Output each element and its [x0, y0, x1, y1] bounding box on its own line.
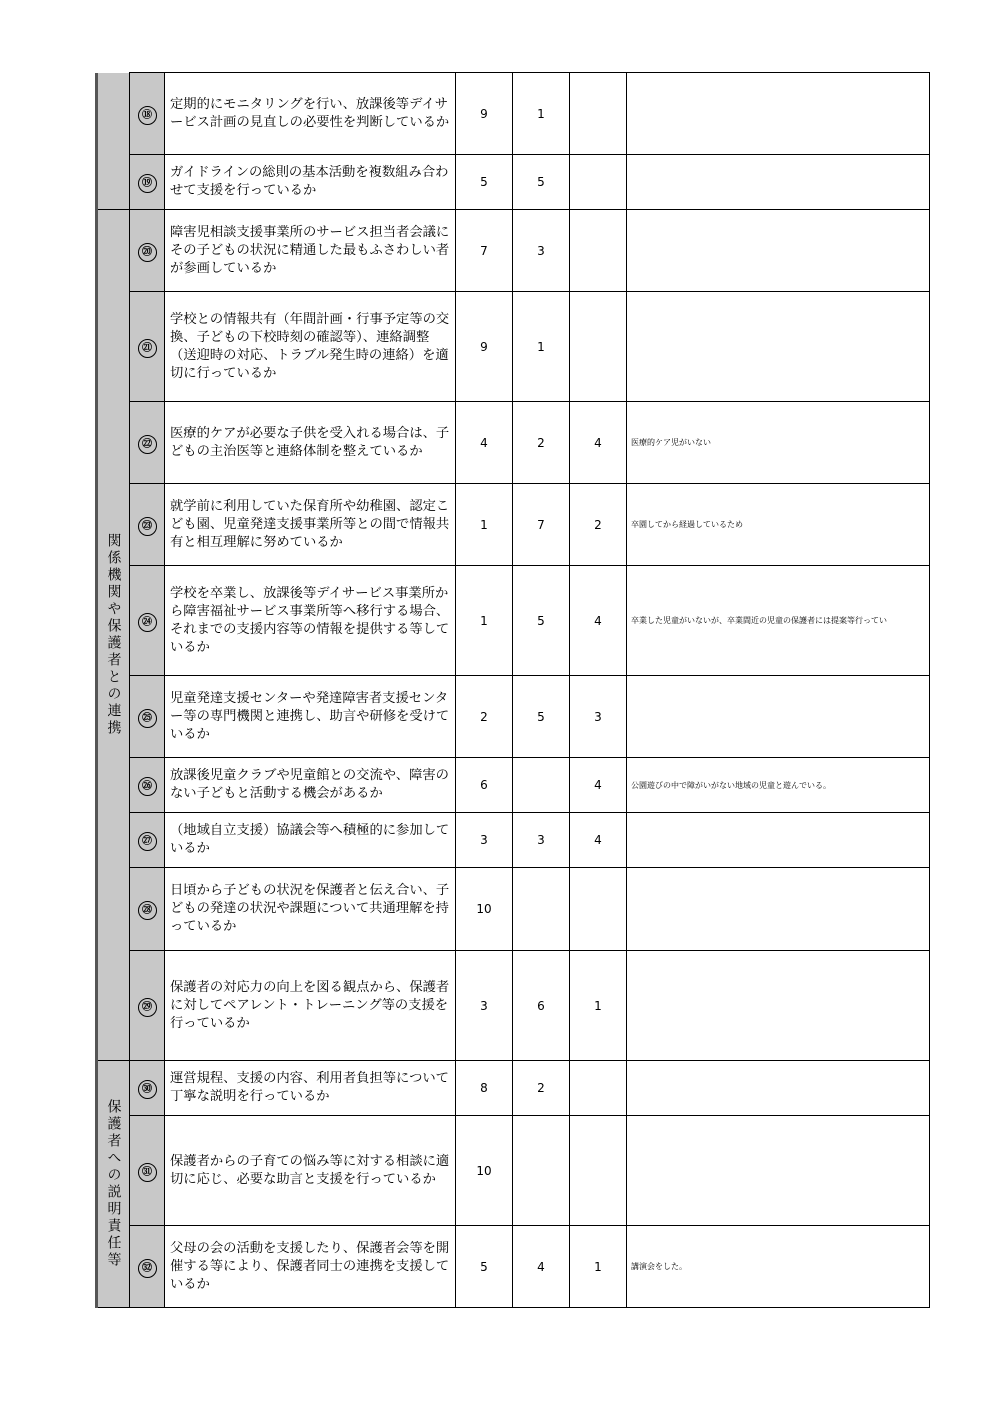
answer-yes: 2 [456, 676, 513, 758]
answer-neutral: 1 [513, 73, 570, 155]
answer-no [570, 292, 627, 402]
table-row [97, 1116, 930, 1226]
evaluation-sheet [95, 72, 930, 1308]
item-number: ㉔ [138, 613, 157, 632]
answer-yes: 10 [456, 1116, 513, 1226]
answer-no [570, 210, 627, 292]
answer-yes: 7 [456, 210, 513, 292]
evaluation-table [95, 72, 930, 1308]
note-text: 卒園してから経過しているため [627, 484, 930, 566]
answer-neutral [513, 758, 570, 813]
note-text [627, 155, 930, 210]
answer-no: 1 [570, 1226, 627, 1308]
answer-neutral: 6 [513, 951, 570, 1061]
table-row [97, 1061, 930, 1116]
answer-no: 4 [570, 402, 627, 484]
note-text: 講演会をした。 [627, 1226, 930, 1308]
answer-neutral: 7 [513, 484, 570, 566]
question-text: 学校を卒業し、放課後等デイサービス事業所から障害福祉サービス事業所等へ移行する場合、それまでの支援内容等の情報を提供する等しているか [165, 566, 456, 676]
answer-yes: 3 [456, 951, 513, 1061]
item-number: ㉚ [138, 1080, 157, 1099]
question-text: 保護者の対応力の向上を図る観点から、保護者に対してペアレント・トレーニング等の支援を行っているか [165, 951, 456, 1061]
answer-no: 3 [570, 676, 627, 758]
question-text: 運営規程、支援の内容、利用者負担等について丁寧な説明を行っているか [165, 1061, 456, 1116]
question-text: 障害児相談支援事業所のサービス担当者会議にその子どもの状況に精通した最もふさわしい者が参画しているか [165, 210, 456, 292]
question-text: 定期的にモニタリングを行い、放課後等デイサービス計画の見直しの必要性を判断しているか [165, 73, 456, 155]
answer-yes: 9 [456, 73, 513, 155]
item-number: ㉑ [138, 339, 157, 358]
item-number: ㉒ [138, 435, 157, 454]
question-text: 児童発達支援センターや発達障害者支援センター等の専門機関と連携し、助言や研修を受けているか [165, 676, 456, 758]
note-text [627, 951, 930, 1061]
note-text [627, 1061, 930, 1116]
answer-neutral: 4 [513, 1226, 570, 1308]
table-row [97, 484, 930, 566]
table-row [97, 210, 930, 292]
answer-no [570, 73, 627, 155]
answer-no [570, 868, 627, 951]
answer-neutral: 2 [513, 402, 570, 484]
table-row [97, 292, 930, 402]
table-row [97, 402, 930, 484]
table-row [97, 566, 930, 676]
answer-neutral: 5 [513, 566, 570, 676]
note-text: 医療的ケア児がいない [627, 402, 930, 484]
answer-yes: 8 [456, 1061, 513, 1116]
answer-no [570, 155, 627, 210]
answer-yes: 10 [456, 868, 513, 951]
table-row [97, 676, 930, 758]
table-row [97, 758, 930, 813]
item-number: ⑳ [138, 243, 157, 262]
item-number: ㉜ [138, 1259, 157, 1278]
note-text [627, 813, 930, 868]
answer-yes: 5 [456, 155, 513, 210]
note-text: 卒業した児童がいないが、卒業間近の児童の保護者には提案等行ってい [627, 566, 930, 676]
answer-neutral: 5 [513, 155, 570, 210]
item-number: ㉗ [138, 832, 157, 851]
item-number: ㉖ [138, 777, 157, 796]
question-text: 医療的ケアが必要な子供を受入れる場合は、子どもの主治医等と連絡体制を整えているか [165, 402, 456, 484]
question-text: 父母の会の活動を支援したり、保護者会等を開催する等により、保護者同士の連携を支援しているか [165, 1226, 456, 1308]
table-row [97, 868, 930, 951]
category-accountability [97, 1061, 130, 1308]
item-number: ⑱ [138, 106, 157, 125]
category-cell-continued [97, 73, 130, 210]
note-text [627, 210, 930, 292]
answer-neutral: 3 [513, 210, 570, 292]
table-row [97, 155, 930, 210]
answer-yes: 1 [456, 484, 513, 566]
answer-yes: 9 [456, 292, 513, 402]
question-text: 学校との情報共有（年間計画・行事予定等の交換、子どもの下校時刻の確認等）、連絡調整（送迎時の対応、トラブル発生時の連絡）を適切に行っているか [165, 292, 456, 402]
category-label: 保護者への説明責任等 [105, 1099, 122, 1269]
table-row [97, 73, 930, 155]
answer-no: 1 [570, 951, 627, 1061]
question-text: 日頃から子どもの状況を保護者と伝え合い、子どもの発達の状況や課題について共通理解を持っているか [165, 868, 456, 951]
answer-neutral: 3 [513, 813, 570, 868]
question-text: 放課後児童クラブや児童館との交流や、障害のない子どもと活動する機会があるか [165, 758, 456, 813]
answer-no: 4 [570, 758, 627, 813]
answer-no [570, 1116, 627, 1226]
note-text: 公園遊びの中で障がいがない地域の児童と遊んでいる。 [627, 758, 930, 813]
table-row [97, 1226, 930, 1308]
question-text: （地域自立支援）協議会等へ積極的に参加しているか [165, 813, 456, 868]
note-text [627, 868, 930, 951]
item-number: ㉛ [138, 1163, 157, 1182]
question-text: 就学前に利用していた保育所や幼稚園、認定こども園、児童発達支援事業所等との間で情報共有と相互理解に努めているか [165, 484, 456, 566]
note-text [627, 1116, 930, 1226]
item-number: ㉕ [138, 709, 157, 728]
table-row [97, 951, 930, 1061]
answer-no [570, 1061, 627, 1116]
note-text [627, 676, 930, 758]
question-text: 保護者からの子育ての悩み等に対する相談に適切に応じ、必要な助言と支援を行っているか [165, 1116, 456, 1226]
item-number: ㉘ [138, 901, 157, 920]
item-number: ㉙ [138, 998, 157, 1017]
note-text [627, 73, 930, 155]
answer-yes: 6 [456, 758, 513, 813]
answer-neutral: 1 [513, 292, 570, 402]
answer-neutral: 5 [513, 676, 570, 758]
answer-yes: 1 [456, 566, 513, 676]
question-text: ガイドラインの総則の基本活動を複数組み合わせて支援を行っているか [165, 155, 456, 210]
answer-no: 4 [570, 813, 627, 868]
answer-yes: 4 [456, 402, 513, 484]
item-number: ㉓ [138, 517, 157, 536]
answer-neutral [513, 1116, 570, 1226]
answer-no: 4 [570, 566, 627, 676]
table-row [97, 813, 930, 868]
answer-no: 2 [570, 484, 627, 566]
answer-yes: 5 [456, 1226, 513, 1308]
answer-neutral [513, 868, 570, 951]
category-label: 関係機関や保護者との連携 [105, 533, 122, 737]
answer-yes: 3 [456, 813, 513, 868]
answer-neutral: 2 [513, 1061, 570, 1116]
item-number: ⑲ [138, 174, 157, 193]
note-text [627, 292, 930, 402]
category-cooperation [97, 210, 130, 1061]
